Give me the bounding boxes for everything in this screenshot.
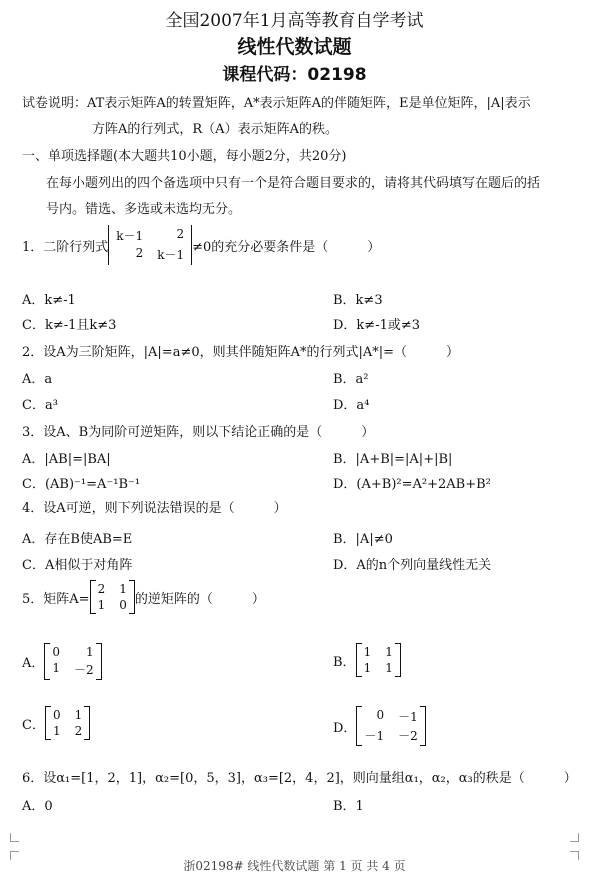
q5-matrix [90, 580, 135, 614]
q5-option-c-matrix [45, 706, 90, 740]
exam-title: 线性代数试题 [237, 36, 352, 58]
question-4: 4．设A可逆，则下列说法错误的是（ ） [22, 501, 287, 516]
q5-m11: 2 [97, 582, 106, 596]
q2-option-c: C．a³ [22, 398, 58, 413]
page-footer: 浙02198# 线性代数试题 第 1 页 共 4 页 [183, 859, 406, 873]
q1-suffix: ≠0的充分必要条件是（ ） [192, 239, 381, 255]
q5-m21: 1 [97, 598, 106, 612]
q3-option-b: B．|A+B|=|A|+|B| [333, 452, 453, 467]
q1-m21: 2 [135, 246, 144, 260]
q5-option-b-label: B． [333, 654, 356, 670]
q5-option-b [333, 643, 401, 677]
matrix-cell: 1 [52, 661, 61, 675]
notes-line-2: 方阵A的行列式，R（A）表示矩阵A的秩。 [92, 122, 338, 137]
q5-suffix: 的逆矩阵的（ ） [134, 591, 265, 607]
matrix-cell: 1 [385, 645, 393, 659]
matrix-cell: 2 [74, 724, 83, 738]
q5-m22: 0 [119, 598, 127, 612]
q4-option-b: B．|A|≠0 [333, 532, 393, 547]
matrix-cell: －1 [398, 710, 418, 724]
q5-option-a-label: A． [22, 656, 45, 671]
question-6: 6．设α₁=[1，2，1]，α₂=[0，5，3]，α₃=[2，4，2]，则向量组α₁，α₂，α₃的秩是（ ） [22, 771, 577, 786]
q5-option-d-matrix [356, 706, 425, 746]
question-2: 2．设A为三阶矩阵，|A|=a≠0，则其伴随矩阵A*的行列式|A*|=（ ） [22, 345, 460, 360]
q2-option-d: D．a⁴ [333, 398, 370, 413]
q1-option-d: D．k≠-1或≠3 [333, 318, 421, 333]
matrix-cell: －2 [398, 729, 418, 743]
q3-option-a: A．|AB|=|BA| [22, 452, 111, 467]
q1-m11: k－1 [116, 229, 144, 243]
course-code: 课程代码：02198 [222, 65, 367, 85]
q1-prefix: 1．二阶行列式 [22, 239, 109, 255]
q1-option-c: C．k≠-1且k≠3 [22, 318, 117, 333]
notes-line-1: 试卷说明：AT表示矩阵A的转置矩阵，A*表示矩阵A的伴随矩阵，E是单位矩阵，|A|表示 [22, 96, 531, 111]
q1-m12: 2 [176, 227, 185, 241]
matrix-cell: 1 [363, 661, 372, 675]
q1-determinant [108, 225, 192, 265]
matrix-cell: 0 [52, 645, 61, 659]
q4-option-c: C．A相似于对角阵 [22, 558, 133, 573]
matrix-cell: 1 [52, 724, 61, 738]
q5-option-c [22, 706, 90, 740]
matrix-cell: 1 [363, 645, 372, 659]
corner-mark [10, 833, 19, 842]
q2-option-a: A．a [22, 372, 53, 387]
q3-option-c: C．(AB)⁻¹=A⁻¹B⁻¹ [22, 477, 141, 492]
q5-m12: 1 [119, 582, 127, 596]
q5-option-d-label: D． [333, 720, 357, 736]
q5-option-a-matrix [44, 643, 101, 680]
q1-m22: k－1 [157, 248, 185, 262]
matrix-cell: 1 [385, 661, 393, 675]
question-3: 3．设A、B为同阶可逆矩阵，则以下结论正确的是（ ） [22, 425, 375, 440]
corner-mark [570, 833, 579, 842]
matrix-cell: －2 [74, 663, 94, 677]
exam-header: 全国2007年1月高等教育自学考试 [165, 11, 424, 31]
q5-option-b-matrix [356, 643, 401, 677]
q4-option-a: A．存在B使AB=E [22, 532, 133, 547]
matrix-cell: 0 [52, 708, 61, 722]
question-1 [22, 225, 380, 265]
q2-option-b: B．a² [333, 372, 369, 387]
matrix-cell: －1 [364, 729, 385, 743]
matrix-cell: 1 [74, 708, 83, 722]
section-instruction-1: 在每小题列出的四个备选项中只有一个是符合题目要求的，请将其代码填写在题后的括 [46, 176, 541, 191]
q5-option-c-label: C． [22, 717, 45, 733]
section-instruction-2: 号内。错选、多选或未选均无分。 [46, 202, 242, 217]
matrix-cell: 1 [86, 645, 94, 659]
q5-option-a [22, 643, 102, 680]
q6-option-a: A．0 [22, 799, 53, 814]
q1-option-b: B．k≠3 [333, 293, 383, 308]
q4-option-d: D．A的n个列向量线性无关 [333, 558, 492, 573]
q5-prefix: 5．矩阵A= [22, 591, 90, 607]
matrix-cell: 0 [376, 708, 385, 722]
q5-option-d [333, 706, 426, 746]
q3-option-d: D．(A+B)²=A²+2AB+B² [333, 477, 491, 492]
q6-option-b: B．1 [333, 799, 364, 814]
q1-option-a: A．k≠-1 [22, 293, 76, 308]
section-title: 一、单项选择题(本大题共10小题，每小题2分，共20分) [22, 149, 347, 164]
question-5 [22, 580, 265, 614]
